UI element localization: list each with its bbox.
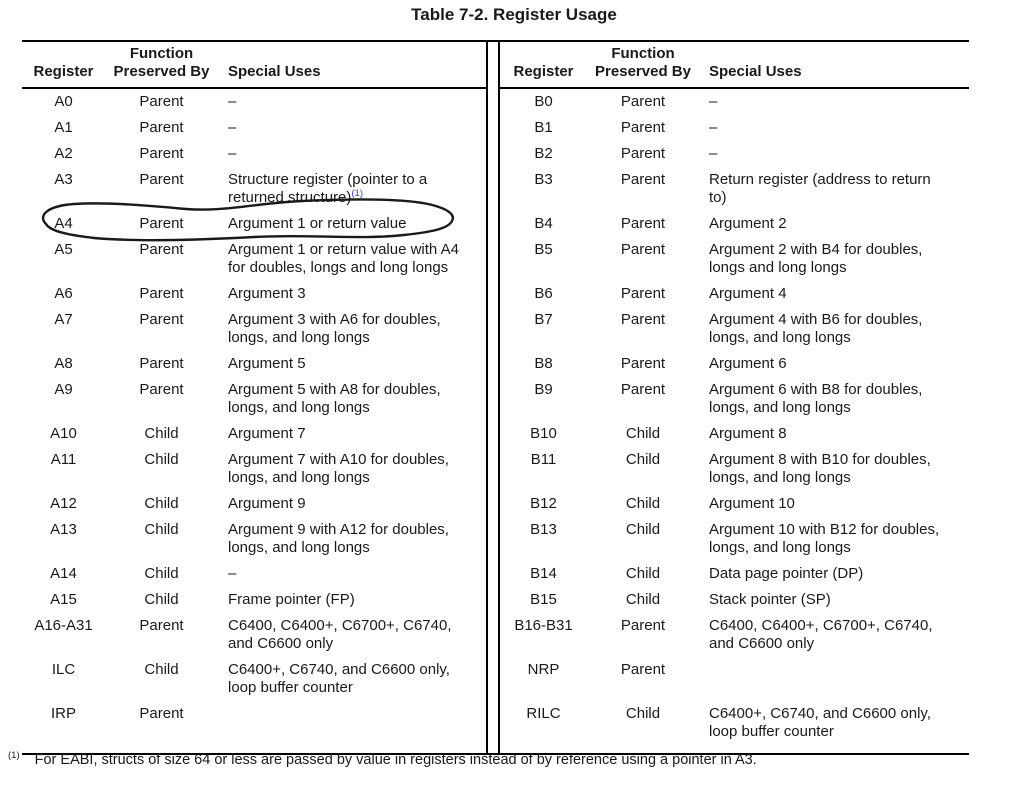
special-uses-cell-left	[218, 701, 487, 754]
special-uses-cell-right	[699, 561, 969, 587]
special-uses-text: Argument 9	[228, 495, 306, 512]
special-uses-text: C6400+, C6740, and C6600 only, loop buffer counter	[709, 705, 931, 740]
register-cell-right: B1	[534, 119, 553, 136]
register-cell-right: B4	[534, 215, 553, 232]
register-cell-right: B5	[534, 241, 553, 258]
register-cell-left: A11	[50, 451, 77, 468]
footnote-marker: (1)	[8, 750, 20, 762]
special-uses-cell-right	[699, 281, 969, 307]
special-uses-cell-right	[699, 211, 969, 237]
special-uses-text: –	[709, 93, 718, 110]
register-cell-right: B7	[534, 311, 553, 328]
preserved-by-cell-left: Parent	[139, 93, 184, 110]
table-row-A16-A31	[22, 613, 969, 657]
header-function-label: Function	[611, 45, 675, 62]
register-cell-right: NRP	[527, 661, 560, 678]
special-uses-cell-right	[699, 351, 969, 377]
preserved-by-cell-left: Parent	[139, 285, 184, 302]
preserved-by-cell-right: Parent	[620, 215, 666, 232]
preserved-by-cell-left: Parent	[139, 215, 184, 232]
register-cell-right: B15	[530, 591, 557, 608]
header-preserved-by-label: Preserved By	[113, 63, 210, 80]
register-usage-table	[22, 40, 969, 755]
register-cell-right: B16-B31	[514, 617, 573, 634]
special-uses-text: Argument 9 with A12 for doubles, longs, and long longs	[228, 521, 449, 556]
register-cell-left: A1	[54, 119, 73, 136]
register-cell-right: B6	[534, 285, 553, 302]
header-special-uses-right: Special Uses	[699, 41, 969, 88]
preserved-by-cell-right: Parent	[620, 171, 666, 188]
special-uses-text: Argument 5	[228, 355, 306, 372]
special-uses-cell-right	[699, 701, 969, 754]
header-preserved-by-right	[587, 41, 699, 88]
table-row-IRP	[22, 701, 969, 754]
register-cell-right: B2	[534, 145, 553, 162]
column-divider	[487, 351, 499, 377]
column-divider	[487, 657, 499, 701]
preserved-by-cell-right: Parent	[620, 285, 666, 302]
register-cell-left: IRP	[50, 705, 76, 722]
special-uses-cell-left	[218, 587, 487, 613]
special-uses-cell-left	[218, 491, 487, 517]
special-uses-cell-left	[218, 517, 487, 561]
preserved-by-cell-left: Child	[144, 565, 179, 582]
special-uses-cell-right	[699, 447, 969, 491]
register-cell-right: B10	[530, 425, 557, 442]
preserved-by-cell-left: Child	[144, 661, 179, 678]
register-cell-left: A6	[54, 285, 73, 302]
register-cell-left: A9	[54, 381, 73, 398]
column-divider	[487, 237, 499, 281]
special-uses-text: –	[228, 119, 237, 136]
register-cell-left: A7	[54, 311, 73, 328]
preserved-by-cell-right: Child	[625, 591, 661, 608]
preserved-by-cell-right: Child	[625, 451, 661, 468]
preserved-by-cell-right: Parent	[620, 93, 666, 110]
header-row	[22, 41, 969, 88]
column-divider	[487, 211, 499, 237]
column-divider	[487, 561, 499, 587]
register-cell-right: B11	[530, 451, 557, 468]
preserved-by-cell-left: Child	[144, 495, 179, 512]
header-function-label: Function	[129, 45, 194, 62]
special-uses-cell-left	[218, 88, 487, 115]
special-uses-cell-left	[218, 167, 487, 211]
column-divider	[487, 115, 499, 141]
special-uses-text: Return register (address to return to)	[709, 171, 931, 206]
special-uses-cell-right	[699, 587, 969, 613]
preserved-by-cell-left: Child	[144, 521, 179, 538]
special-uses-text: C6400+, C6740, and C6600 only, loop buffer counter	[228, 661, 450, 696]
preserved-by-cell-right: Parent	[620, 311, 666, 328]
preserved-by-cell-right: Parent	[620, 381, 666, 398]
register-cell-left: A16-A31	[34, 617, 93, 634]
special-uses-text: Argument 2 with B4 for doubles, longs and long longs	[709, 241, 923, 276]
special-uses-text: Argument 4 with B6 for doubles, longs, and long longs	[709, 311, 923, 346]
special-uses-text: Argument 7 with A10 for doubles, longs, and long longs	[228, 451, 449, 486]
special-uses-cell-right	[699, 613, 969, 657]
preserved-by-cell-right: Child	[625, 495, 661, 512]
preserved-by-cell-left: Parent	[139, 119, 184, 136]
register-cell-left: A13	[50, 521, 77, 538]
footnote-ref-link[interactable]: (1)	[351, 188, 364, 199]
preserved-by-cell-right: Child	[625, 425, 661, 442]
register-cell-right: B8	[534, 355, 553, 372]
special-uses-cell-left	[218, 351, 487, 377]
special-uses-text: –	[228, 145, 237, 162]
column-divider	[487, 307, 499, 351]
preserved-by-cell-left: Parent	[139, 617, 184, 634]
table-row-A6	[22, 281, 969, 307]
special-uses-cell-right	[699, 517, 969, 561]
special-uses-cell-left	[218, 447, 487, 491]
register-cell-left: A14	[50, 565, 77, 582]
preserved-by-cell-left: Parent	[139, 241, 184, 258]
preserved-by-cell-left: Parent	[139, 705, 184, 722]
preserved-by-cell-right: Parent	[620, 617, 666, 634]
special-uses-text: Argument 1 or return value with A4 for doubles, longs and long longs	[228, 241, 459, 276]
special-uses-text: Argument 3 with A6 for doubles, longs, and long longs	[228, 311, 441, 346]
column-divider	[487, 377, 499, 421]
preserved-by-cell-left: Parent	[139, 381, 184, 398]
preserved-by-cell-left: Parent	[139, 145, 184, 162]
special-uses-text: –	[228, 565, 237, 582]
special-uses-text: Data page pointer (DP)	[709, 565, 864, 582]
special-uses-text: Argument 2	[709, 215, 787, 232]
preserved-by-cell-left: Parent	[139, 311, 184, 328]
header-preserved-by-left	[105, 41, 218, 88]
preserved-by-cell-left: Child	[144, 451, 179, 468]
register-cell-right: B0	[534, 93, 553, 110]
table-row-A2	[22, 141, 969, 167]
special-uses-cell-left	[218, 421, 487, 447]
special-uses-text: Argument 6 with B8 for doubles, longs, and long longs	[709, 381, 923, 416]
register-cell-right: B12	[530, 495, 557, 512]
header-special-uses-left: Special Uses	[218, 41, 487, 88]
special-uses-cell-left	[218, 377, 487, 421]
table-row-A11	[22, 447, 969, 491]
register-cell-left: ILC	[51, 661, 76, 678]
table-title: Table 7-2. Register Usage	[411, 5, 617, 24]
special-uses-text: Argument 4	[709, 285, 787, 302]
column-divider	[487, 281, 499, 307]
table-row-A14	[22, 561, 969, 587]
special-uses-text: Argument 10	[709, 495, 795, 512]
preserved-by-cell-right: Parent	[620, 119, 666, 136]
register-cell-left: A12	[50, 495, 77, 512]
special-uses-text: C6400, C6400+, C6700+, C6740, and C6600 only	[228, 617, 452, 652]
special-uses-cell-left	[218, 237, 487, 281]
preserved-by-cell-left: Parent	[139, 171, 184, 188]
column-divider	[487, 587, 499, 613]
special-uses-text: Argument 1 or return value	[228, 215, 407, 232]
table-row-A7	[22, 307, 969, 351]
special-uses-text: Argument 7	[228, 425, 306, 442]
special-uses-cell-right	[699, 141, 969, 167]
table-row-A10	[22, 421, 969, 447]
special-uses-text: Argument 6	[709, 355, 787, 372]
special-uses-text: Argument 5 with A8 for doubles, longs, and long longs	[228, 381, 441, 416]
column-divider	[487, 421, 499, 447]
special-uses-text: –	[228, 93, 237, 110]
table-row-A15	[22, 587, 969, 613]
table-row-A0	[22, 88, 969, 115]
preserved-by-cell-right: Child	[625, 521, 661, 538]
special-uses-cell-left	[218, 657, 487, 701]
special-uses-text: Argument 8	[709, 425, 787, 442]
register-cell-left: A15	[50, 591, 77, 608]
column-divider	[487, 141, 499, 167]
register-cell-left: A4	[54, 215, 73, 232]
column-divider	[487, 701, 499, 754]
register-cell-right: RILC	[526, 705, 561, 722]
register-cell-left: A5	[54, 241, 73, 258]
table-row-A13	[22, 517, 969, 561]
header-preserved-by-label: Preserved By	[595, 63, 691, 80]
special-uses-text: C6400, C6400+, C6700+, C6740, and C6600 only	[709, 617, 933, 652]
column-divider	[487, 41, 499, 88]
header-register-left: Register	[22, 41, 105, 88]
register-cell-left: A0	[54, 93, 73, 110]
column-divider	[487, 88, 499, 115]
preserved-by-cell-right: Parent	[620, 355, 666, 372]
column-divider	[487, 491, 499, 517]
special-uses-cell-left	[218, 281, 487, 307]
preserved-by-cell-right: Child	[625, 705, 661, 722]
preserved-by-cell-right: Parent	[620, 661, 666, 678]
table-header	[22, 41, 969, 88]
register-cell-right: B13	[530, 521, 557, 538]
special-uses-text: –	[709, 119, 718, 136]
table-row-A4	[22, 211, 969, 237]
special-uses-cell-left	[218, 141, 487, 167]
preserved-by-cell-right: Child	[625, 565, 661, 582]
register-cell-right: B3	[534, 171, 553, 188]
register-cell-right: B14	[530, 565, 557, 582]
special-uses-text: Argument 8 with B10 for doubles, longs, and long longs	[709, 451, 931, 486]
special-uses-text: Argument 3	[228, 285, 306, 302]
register-cell-left: A10	[50, 425, 77, 442]
footnote-text: For EABI, structs of size 64 or less are passed by value in registers instead of by reference using a pointer in A3.	[34, 752, 757, 768]
table-row-ILC	[22, 657, 969, 701]
register-cell-left: A3	[54, 171, 73, 188]
table-row-A3	[22, 167, 969, 211]
column-divider	[487, 447, 499, 491]
special-uses-cell-right	[699, 115, 969, 141]
special-uses-cell-right	[699, 237, 969, 281]
table-row-A12	[22, 491, 969, 517]
special-uses-cell-right	[699, 377, 969, 421]
special-uses-cell-left	[218, 307, 487, 351]
special-uses-cell-right	[699, 657, 969, 701]
special-uses-cell-left	[218, 613, 487, 657]
preserved-by-cell-left: Child	[144, 425, 179, 442]
special-uses-text: –	[709, 145, 718, 162]
special-uses-text: Argument 10 with B12 for doubles, longs, and long longs	[709, 521, 940, 556]
special-uses-text: Stack pointer (SP)	[709, 591, 831, 608]
column-divider	[487, 167, 499, 211]
special-uses-cell-right	[699, 167, 969, 211]
table-row-A5	[22, 237, 969, 281]
preserved-by-cell-right: Parent	[620, 241, 666, 258]
special-uses-cell-right	[699, 491, 969, 517]
register-cell-left: A8	[54, 355, 73, 372]
table-footnote	[8, 751, 1013, 769]
column-divider	[487, 613, 499, 657]
special-uses-cell-right	[699, 421, 969, 447]
table-body	[22, 88, 969, 754]
preserved-by-cell-left: Child	[144, 591, 179, 608]
column-divider	[487, 517, 499, 561]
special-uses-cell-right	[699, 307, 969, 351]
table-row-A1	[22, 115, 969, 141]
table-row-A9	[22, 377, 969, 421]
register-cell-right: B9	[534, 381, 553, 398]
preserved-by-cell-left: Parent	[139, 355, 184, 372]
special-uses-cell-left	[218, 211, 487, 237]
header-register-right: Register	[499, 41, 587, 88]
special-uses-cell-left	[218, 561, 487, 587]
table-row-A8	[22, 351, 969, 377]
register-cell-left: A2	[54, 145, 73, 162]
special-uses-text: Structure register (pointer to a returned structure)	[228, 171, 428, 206]
special-uses-cell-left	[218, 115, 487, 141]
special-uses-cell-right	[699, 88, 969, 115]
preserved-by-cell-right: Parent	[620, 145, 666, 162]
special-uses-text: Frame pointer (FP)	[228, 591, 355, 608]
